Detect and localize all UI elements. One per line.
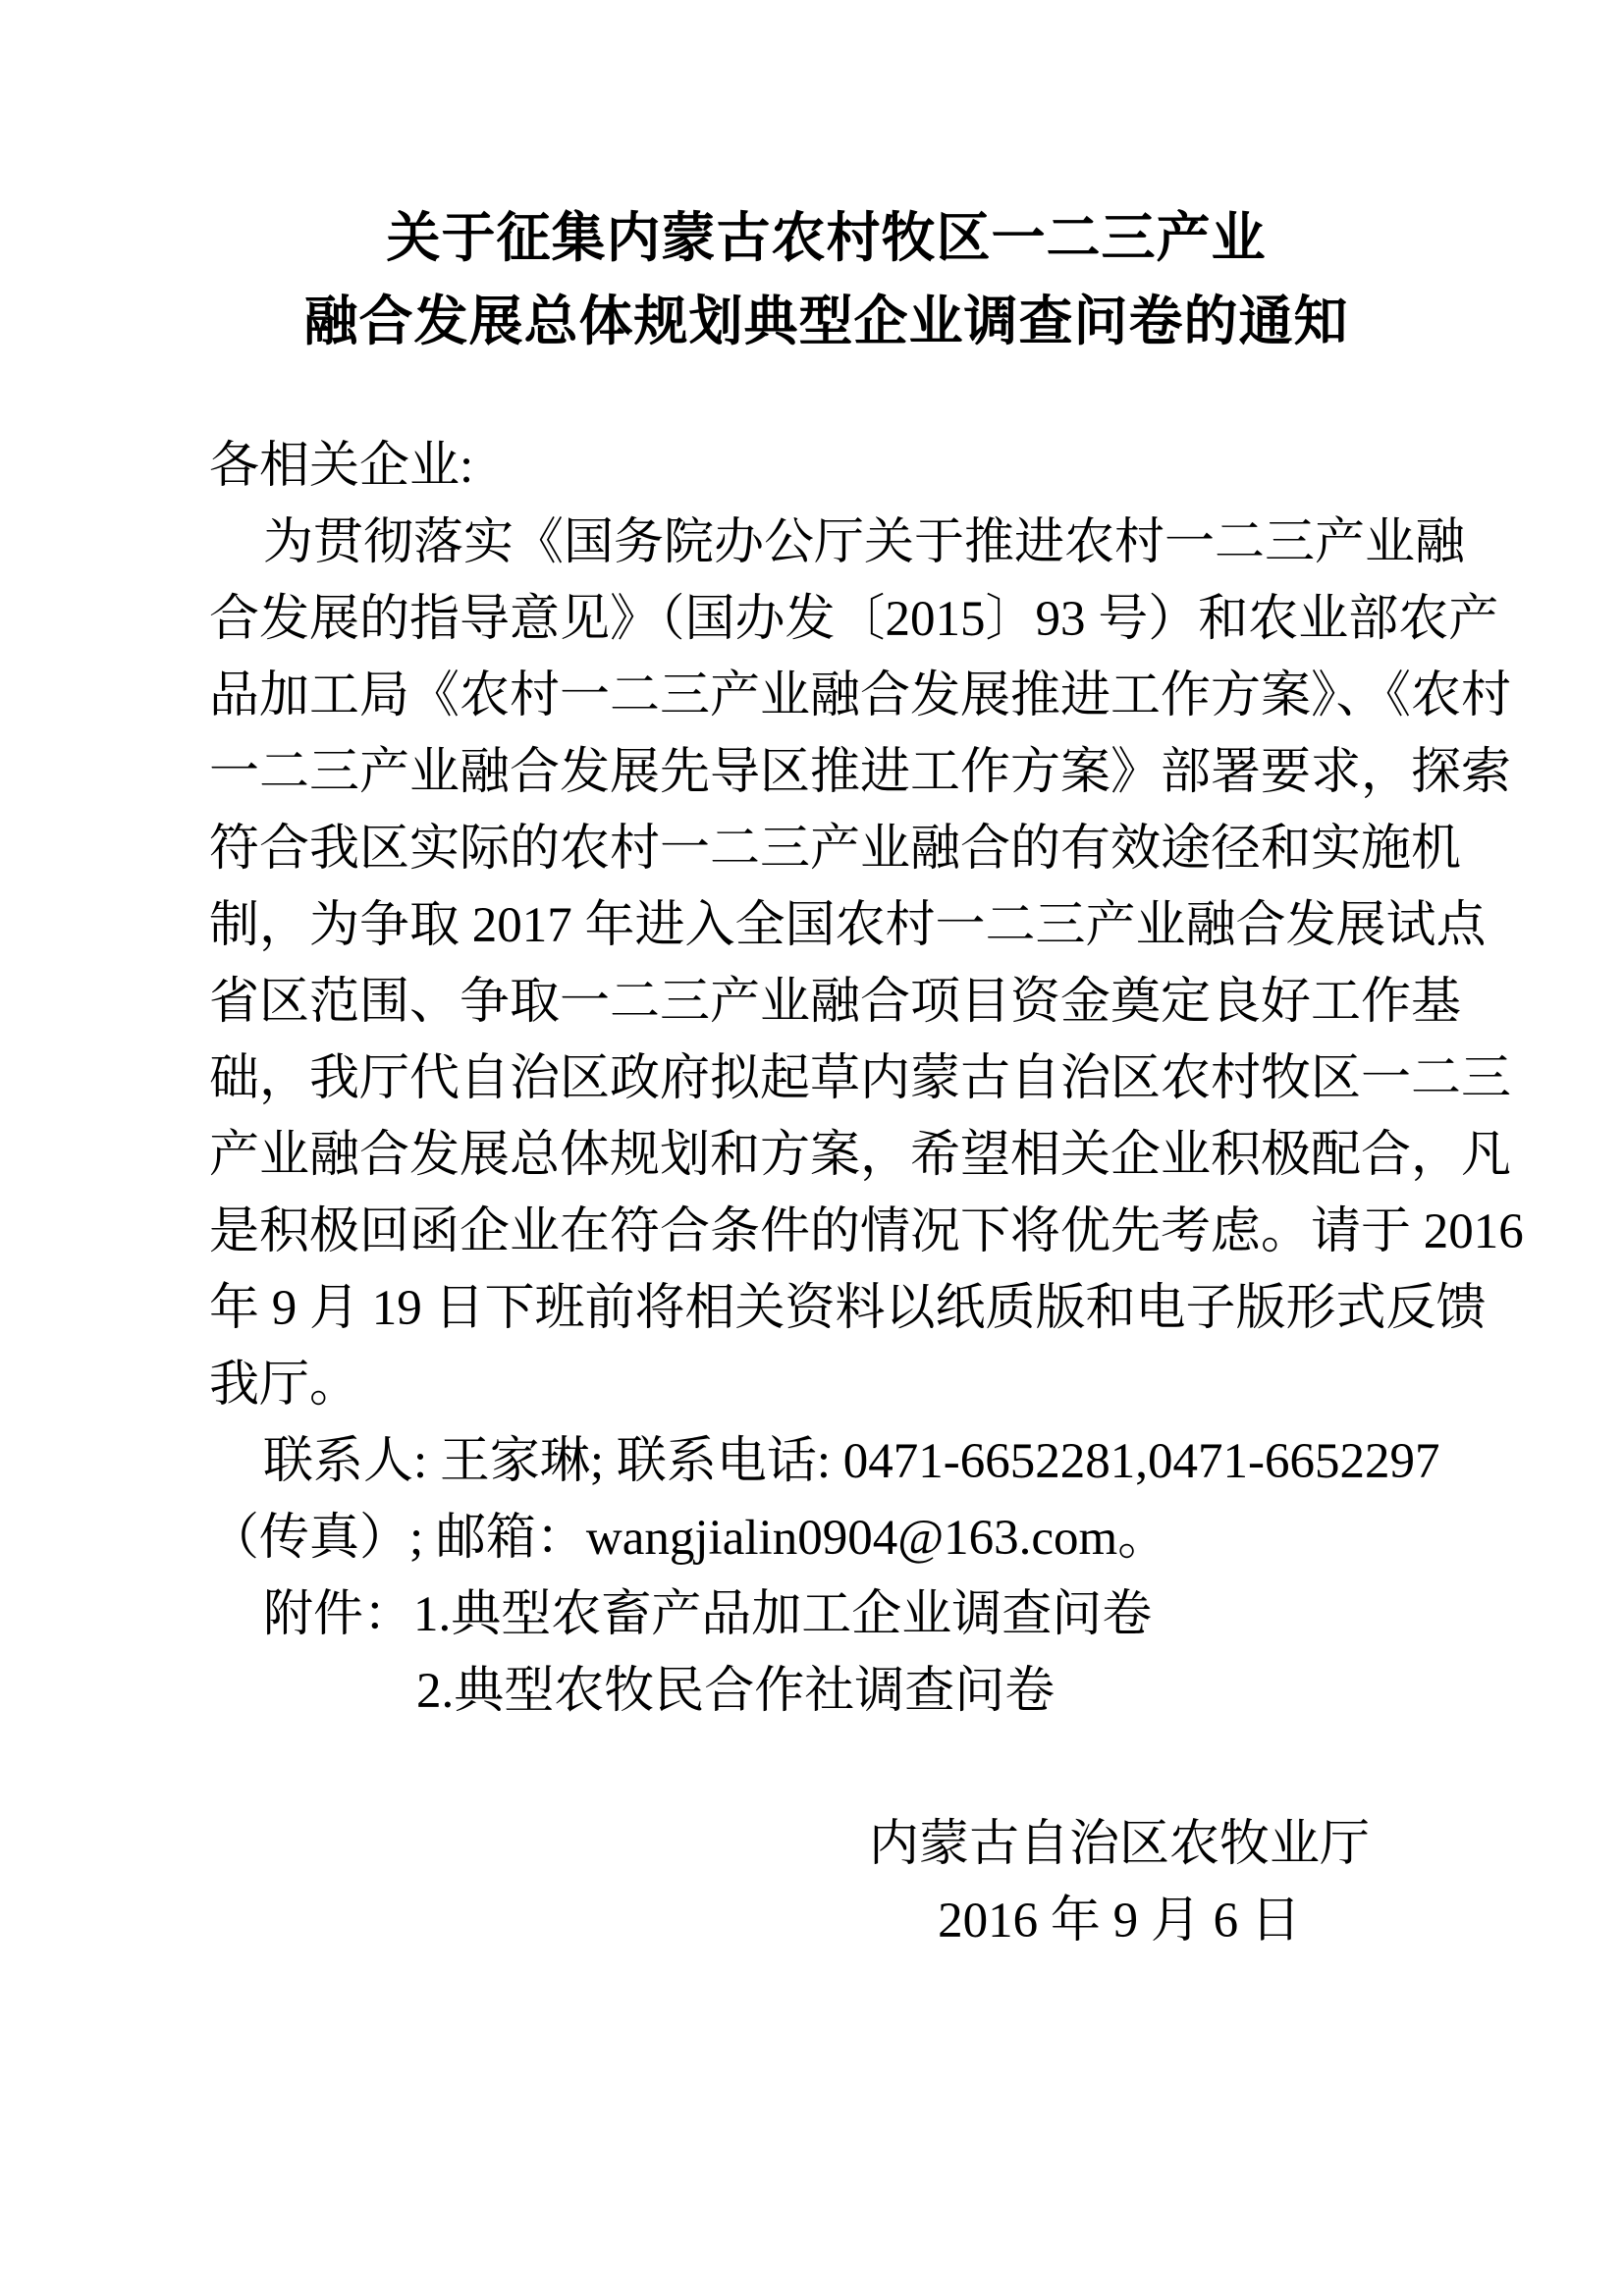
contact-info	[209, 1423, 1443, 1576]
body-line: 础，我厅代自治区政府拟起草内蒙古自治区农村牧区一二三	[209, 1051, 1512, 1106]
salutation: 各相关企业:	[209, 439, 474, 494]
signature-block	[854, 1806, 1384, 1959]
body-line: 是积极回函企业在符合条件的情况下将优先考虑。请于 2016	[209, 1204, 1524, 1259]
title-line-1: 关于征集内蒙古农村牧区一二三产业	[386, 208, 1267, 268]
body-line: 合发展的指导意见》（国办发〔2015〕93 号）和农业部农产	[209, 592, 1499, 647]
signature-organization: 内蒙古自治区农牧业厅	[868, 1817, 1370, 1872]
signature-date: 2016 年 9 月 6 日	[938, 1894, 1301, 1949]
body-line: 为贯彻落实《国务院办公厅关于推进农村一二三产业融	[263, 515, 1466, 570]
attachment-line-1: 附件：1.典型农畜产品加工企业调查问卷	[263, 1587, 1153, 1642]
body-line: 一二三产业融合发展先导区推进工作方案》部署要求，探索	[209, 745, 1512, 800]
body-line: 我厅。	[209, 1358, 360, 1413]
body-line: 制，为争取 2017 年进入全国农村一二三产业融合发展试点	[209, 898, 1487, 953]
contact-line-1: 联系人: 王家琳; 联系电话: 0471-6652281,0471-6652297	[263, 1434, 1440, 1489]
document-title	[209, 196, 1443, 363]
body-line: 产业融合发展总体规划和方案，希望相关企业积极配合，凡	[209, 1128, 1512, 1183]
body-line: 省区范围、争取一二三产业融合项目资金奠定良好工作基	[209, 975, 1462, 1030]
body-line: 符合我区实际的农村一二三产业融合的有效途径和实施机	[209, 822, 1462, 877]
contact-line-2: （传真）; 邮箱：wangjialin0904@163.com。	[209, 1511, 1168, 1566]
attachments-list	[209, 1576, 1443, 1730]
title-line-2: 融合发展总体规划典型企业调查问卷的通知	[303, 292, 1349, 351]
body-line: 年 9 月 19 日下班前将相关资料以纸质版和电子版形式反馈	[209, 1281, 1487, 1336]
attachment-line-2: 2.典型农牧民合作社调查问卷	[416, 1664, 1056, 1719]
body-line: 品加工局《农村一二三产业融合发展推进工作方案》、《农村	[209, 668, 1512, 723]
main-paragraph	[209, 505, 1524, 1423]
